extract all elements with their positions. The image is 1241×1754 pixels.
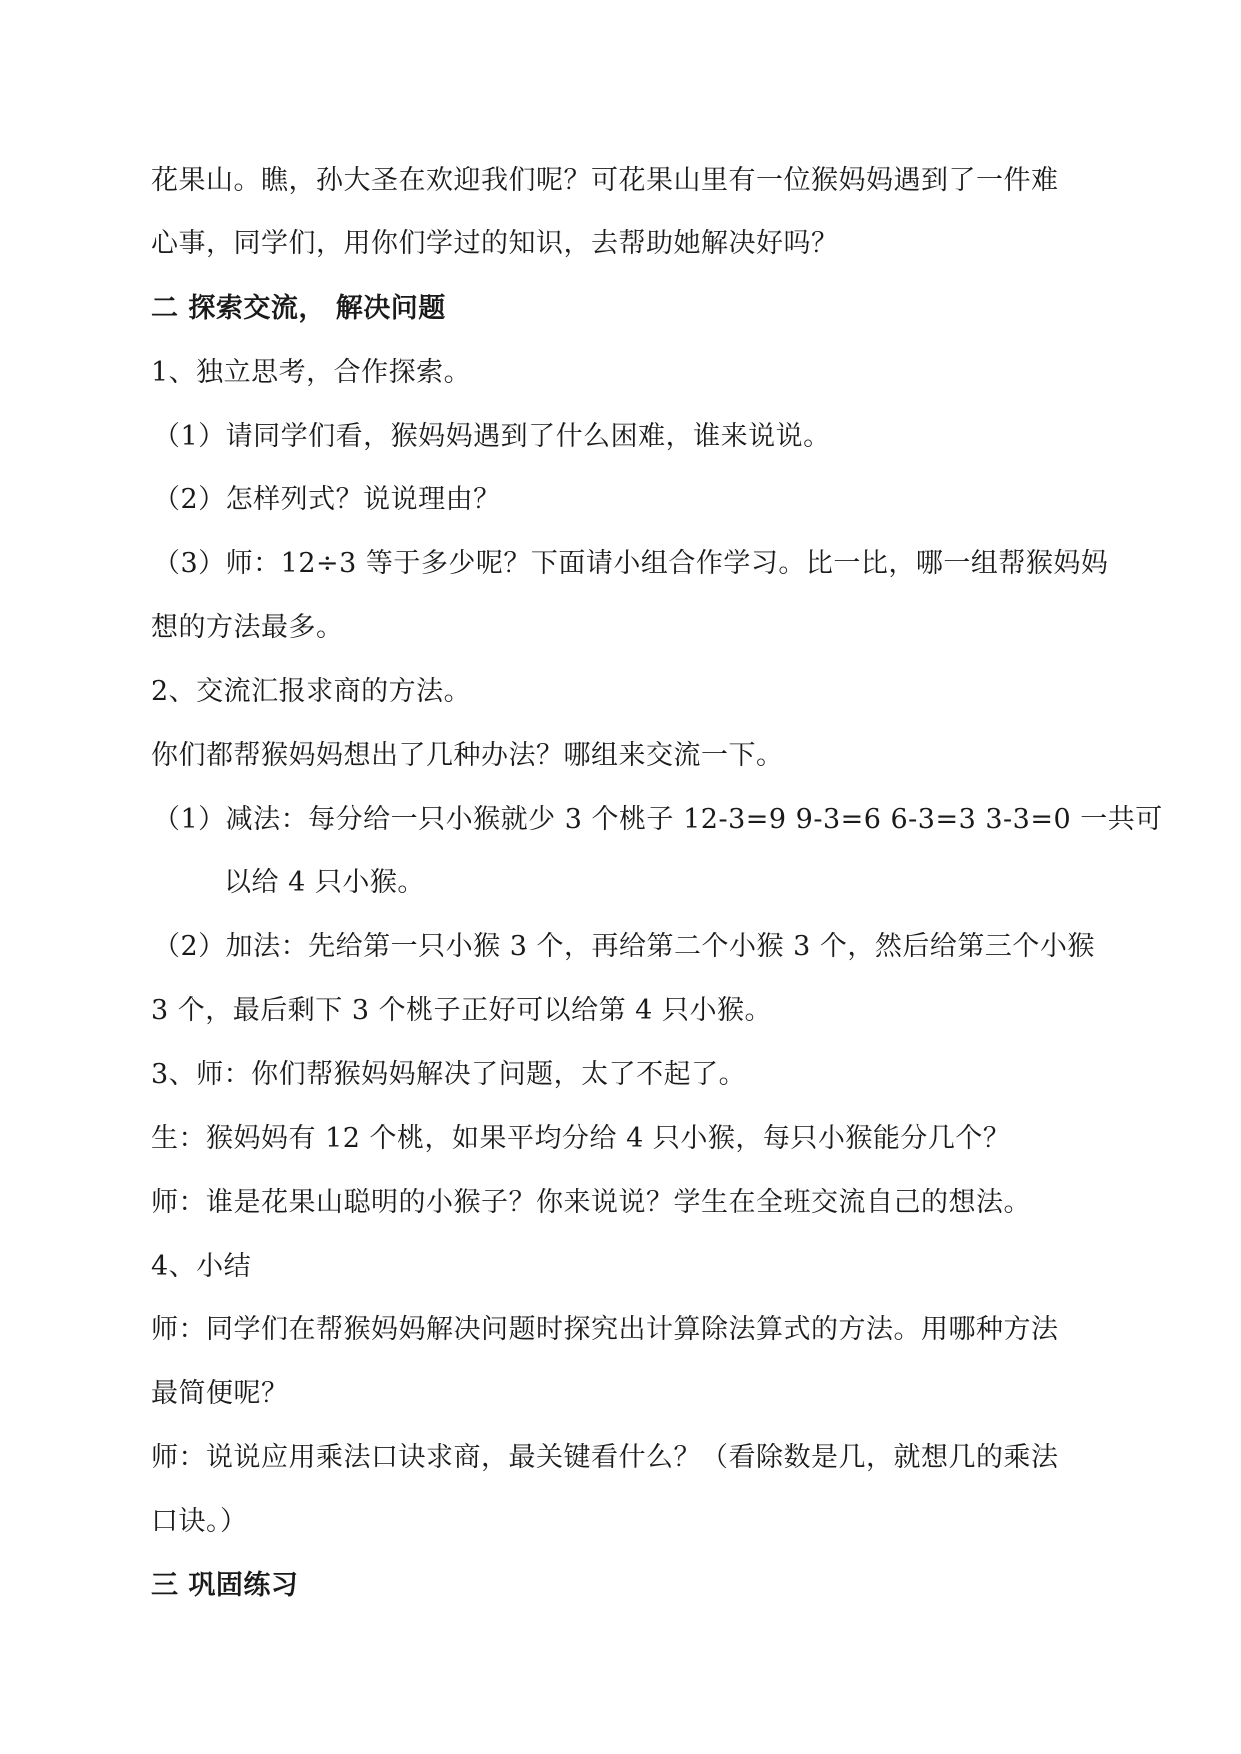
list-item-continuation: 以给 4 只小猴。 xyxy=(224,867,425,898)
paragraph-line: 最简便呢？ xyxy=(151,1378,289,1409)
paragraph-line: 生：猴妈妈有 12 个桃，如果平均分给 4 只小猴，每只小猴能分几个？ xyxy=(151,1123,1011,1154)
paragraph-line: 想的方法最多。 xyxy=(151,612,344,643)
list-item: （3）师：12÷3 等于多少呢？下面请小组合作学习。比一比，哪一组帮猴妈妈 xyxy=(153,548,1109,579)
section-heading: 三 巩固练习 xyxy=(151,1570,299,1601)
paragraph-line: 师：同学们在帮猴妈妈解决问题时探究出计算除法算式的方法。用哪种方法 xyxy=(151,1314,1059,1345)
paragraph-line: 1、独立思考，合作探索。 xyxy=(151,357,472,388)
list-item: （1）请同学们看，猴妈妈遇到了什么困难，谁来说说。 xyxy=(153,421,831,452)
paragraph-line: 3 个，最后剩下 3 个桃子正好可以给第 4 只小猴。 xyxy=(151,995,772,1026)
list-item: （1）减法：每分给一只小猴就少 3 个桃子 12-3=9 9-3=6 6-3=3 3-3=0 一共可 xyxy=(153,804,1163,835)
paragraph-line: 2、交流汇报求商的方法。 xyxy=(151,676,472,707)
paragraph-line: 口诀。） xyxy=(151,1506,248,1537)
paragraph-line: 4、小结 xyxy=(151,1251,252,1282)
paragraph-line: 花果山。瞧，孙大圣在欢迎我们呢？可花果山里有一位猴妈妈遇到了一件难 xyxy=(151,165,1059,196)
paragraph-line: 3、师：你们帮猴妈妈解决了问题，太了不起了。 xyxy=(151,1059,747,1090)
list-item: （2）怎样列式？说说理由？ xyxy=(153,484,501,515)
paragraph-line: 你们都帮猴妈妈想出了几种办法？哪组来交流一下。 xyxy=(151,740,784,771)
paragraph-line: 师：谁是花果山聪明的小猴子？你来说说？学生在全班交流自己的想法。 xyxy=(151,1187,1031,1218)
section-heading: 二 探索交流， 解决问题 xyxy=(151,293,446,324)
list-item: （2）加法：先给第一只小猴 3 个，再给第二个小猴 3 个，然后给第三个小猴 xyxy=(153,931,1095,962)
paragraph-line: 师：说说应用乘法口诀求商，最关键看什么？（看除数是几，就想几的乘法 xyxy=(151,1442,1059,1473)
paragraph-line: 心事，同学们，用你们学过的知识，去帮助她解决好吗？ xyxy=(151,228,839,259)
